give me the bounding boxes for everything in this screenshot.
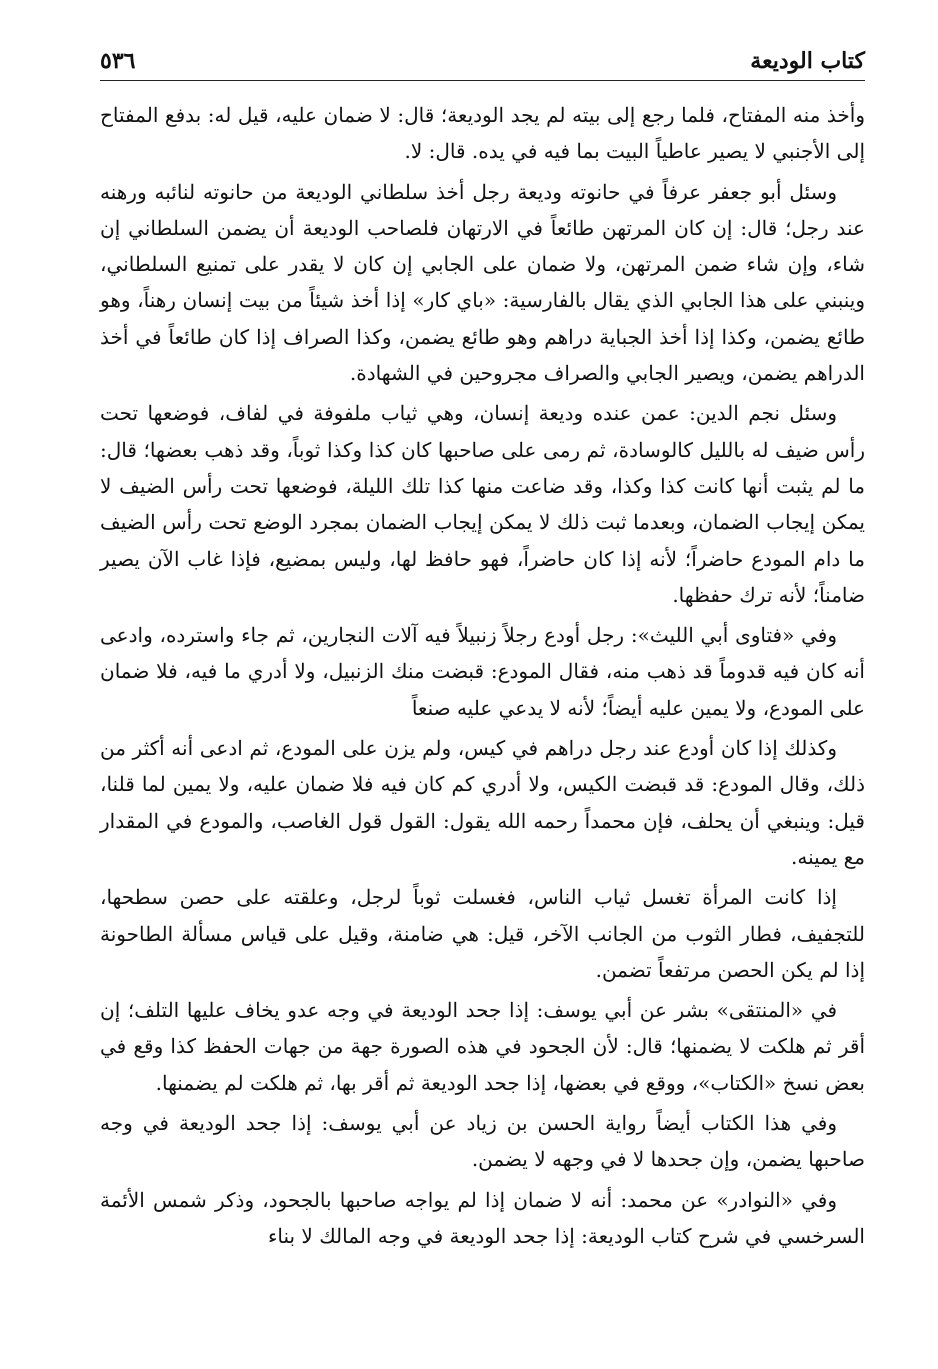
book-page xyxy=(100,40,865,1350)
paragraph: وفي هذا الكتاب أيضاً رواية الحسن بن زياد عن أبي يوسف: إذا جحد الوديعة في وجه صاحبها يضمن، وإن جحدها لا في وجهه لا يضمن. xyxy=(100,1111,865,1172)
paragraph: وسئل أبو جعفر عرفاً في حانوته وديعة رجل أخذ سلطاني الوديعة من حانوته لنائبه ورهنه عند رجل؛ قال: إن كان المرتهن طائعاً في الارتهان فلصاحب الوديعة أن يضمن السلطاني إن شاء، وإن شاء ضمن المرتهن، ولا ضمان على الجابي إن كان لا يقدر على تمنيع السلطاني، وينبني على هذا الجابي الذي يقال بالفارسية: «باي كار» إذا أخذ شيئاً من بيت إنسان رهناً، وهو طائع يضمن، وكذا إذا أخذ الجباية دراهم وهو طائع يضمن، وكذا الصراف إذا كان طائعاً في أخذ الدراهم يضمن، ويصير الجابي والصراف مجروحين في الشهادة. xyxy=(100,179,865,386)
paragraph: وفي «فتاوى أبي الليث»: رجل أودع رجلاً زنبيلاً فيه آلات النجارين، ثم جاء واسترده، وادعى أنه كان فيه قدوماً قد ذهب منه، فقال المودع: قبضت منك الزنبيل، ولا أدري ما فيه، فلا ضمان على المودع، ولا يمين عليه أيضاً؛ لأنه لا يدعي عليه صنعاً xyxy=(100,623,865,720)
paragraph: في «المنتقى» بشر عن أبي يوسف: إذا جحد الوديعة في وجه عدو يخاف عليها التلف؛ إن أقر ثم هلكت لا يضمنها؛ قال: لأن الجحود في هذه الصورة جهة من جهات الحفظ كذا وقع في بعض نسخ «الكتاب»، ووقع في بعضها، إذا جحد الوديعة ثم أقر بها، ثم هلكت لم يضمنها. xyxy=(100,998,865,1095)
chapter-title: كتاب الوديعة xyxy=(750,48,865,74)
running-header xyxy=(100,40,865,81)
paragraph: وفي «النوادر» عن محمد: أنه لا ضمان إذا لم يواجه صاحبها بالجحود، وذكر شمس الأئمة السرخسي في شرح كتاب الوديعة: إذا جحد الوديعة في وجه المالك لا بناء xyxy=(100,1187,865,1248)
paragraph: وأخذ منه المفتاح، فلما رجع إلى بيته لم يجد الوديعة؛ قال: لا ضمان عليه، قيل له: بدفع المفتاح إلى الأجنبي لا يصير عاطياً البيت بما فيه في يده. قال: لا. xyxy=(100,103,865,164)
paragraph: إذا كانت المرأة تغسل ثياب الناس، فغسلت ثوباً لرجل، وعلقته على حصن سطحها، للتجفيف، فطار الثوب من الجانب الآخر، قيل: هي ضامنة، وقيل على قياس مسألة الطاحونة إذا لم يكن الحصن مرتفعاً تضمن. xyxy=(100,885,865,982)
paragraph: وكذلك إذا كان أودع عند رجل دراهم في كيس، ولم يزن على المودع، ثم ادعى أنه أكثر من ذلك، وقال المودع: قد قبضت الكيس، ولا أدري كم كان فيه فلا ضمان عليه، ولا يمين لما قلنا، قيل: وينبغي أن يحلف، فإن محمداً رحمه الله يقول: القول قول الغاصب، والمودع في المقدار مع يمينه. xyxy=(100,736,865,869)
page-number: ٥٣٦ xyxy=(100,48,136,74)
body-text xyxy=(100,97,865,1254)
paragraph: وسئل نجم الدين: عمن عنده وديعة إنسان، وهي ثياب ملفوفة في لفاف، فوضعها تحت رأس ضيف له بالليل كالوسادة، ثم رمى على صاحبها كان كذا وكذا ثوباً، وقد ذهب بعضها؛ قال: ما لم يثبت أنها كانت كذا وكذا، وقد ضاعت منها كذا تلك الليلة، فوضعها تحت رأس الضيف لا يمكن إيجاب الضمان، وبعدما ثبت ذلك لا يمكن إيجاب الضمان بمجرد الوضع تحت رأس الضيف ما دام المودع حاضراً؛ لأنه إذا كان حاضراً، فهو حافظ لها، وليس بمضيع، فإذا غاب الآن يصير ضامناً؛ لأنه ترك حفظها. xyxy=(100,401,866,607)
